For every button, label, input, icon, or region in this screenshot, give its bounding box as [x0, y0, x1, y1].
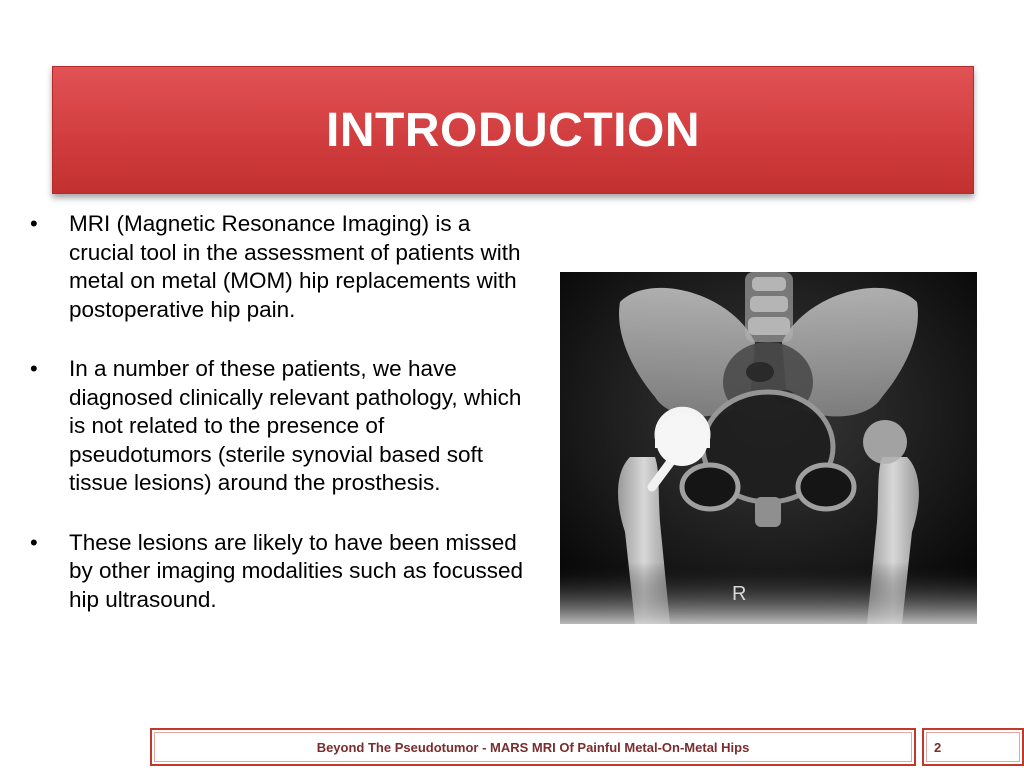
bullet-icon: • — [30, 529, 38, 555]
xray-illustration-icon — [560, 272, 977, 624]
bullet-text: In a number of these patients, we have diagnosed clinically relevant pathology, which is not related to the presence of pseudotumors (sterile synovial based soft tissue lesions) around the prosthesis. — [69, 356, 522, 495]
footer-title-box — [150, 728, 916, 766]
bullet-item — [28, 529, 533, 615]
footer-presentation-title: Beyond The Pseudotumor - MARS MRI Of Painful Metal-On-Metal Hips — [316, 739, 750, 755]
xray-pelvis-image — [560, 272, 977, 624]
bullet-item — [28, 210, 533, 324]
bullet-item — [28, 355, 533, 498]
bullet-text: These lesions are likely to have been missed by other imaging modalities such as focussed hip ultrasound. — [69, 529, 523, 612]
xray-marker-label: R — [732, 583, 747, 605]
bullet-icon: • — [30, 211, 38, 236]
slide-title: INTRODUCTION — [326, 103, 700, 157]
footer-page-box — [922, 728, 1024, 766]
bullet-list — [28, 210, 533, 645]
bullet-text: MRI (Magnetic Resonance Imaging) is a crucial tool in the assessment of patients with metal on metal (MOM) hip replacements with postoperative hip pain. — [69, 211, 521, 322]
page-number: 2 — [934, 739, 942, 755]
title-banner — [52, 66, 974, 194]
bullet-icon: • — [30, 356, 38, 381]
